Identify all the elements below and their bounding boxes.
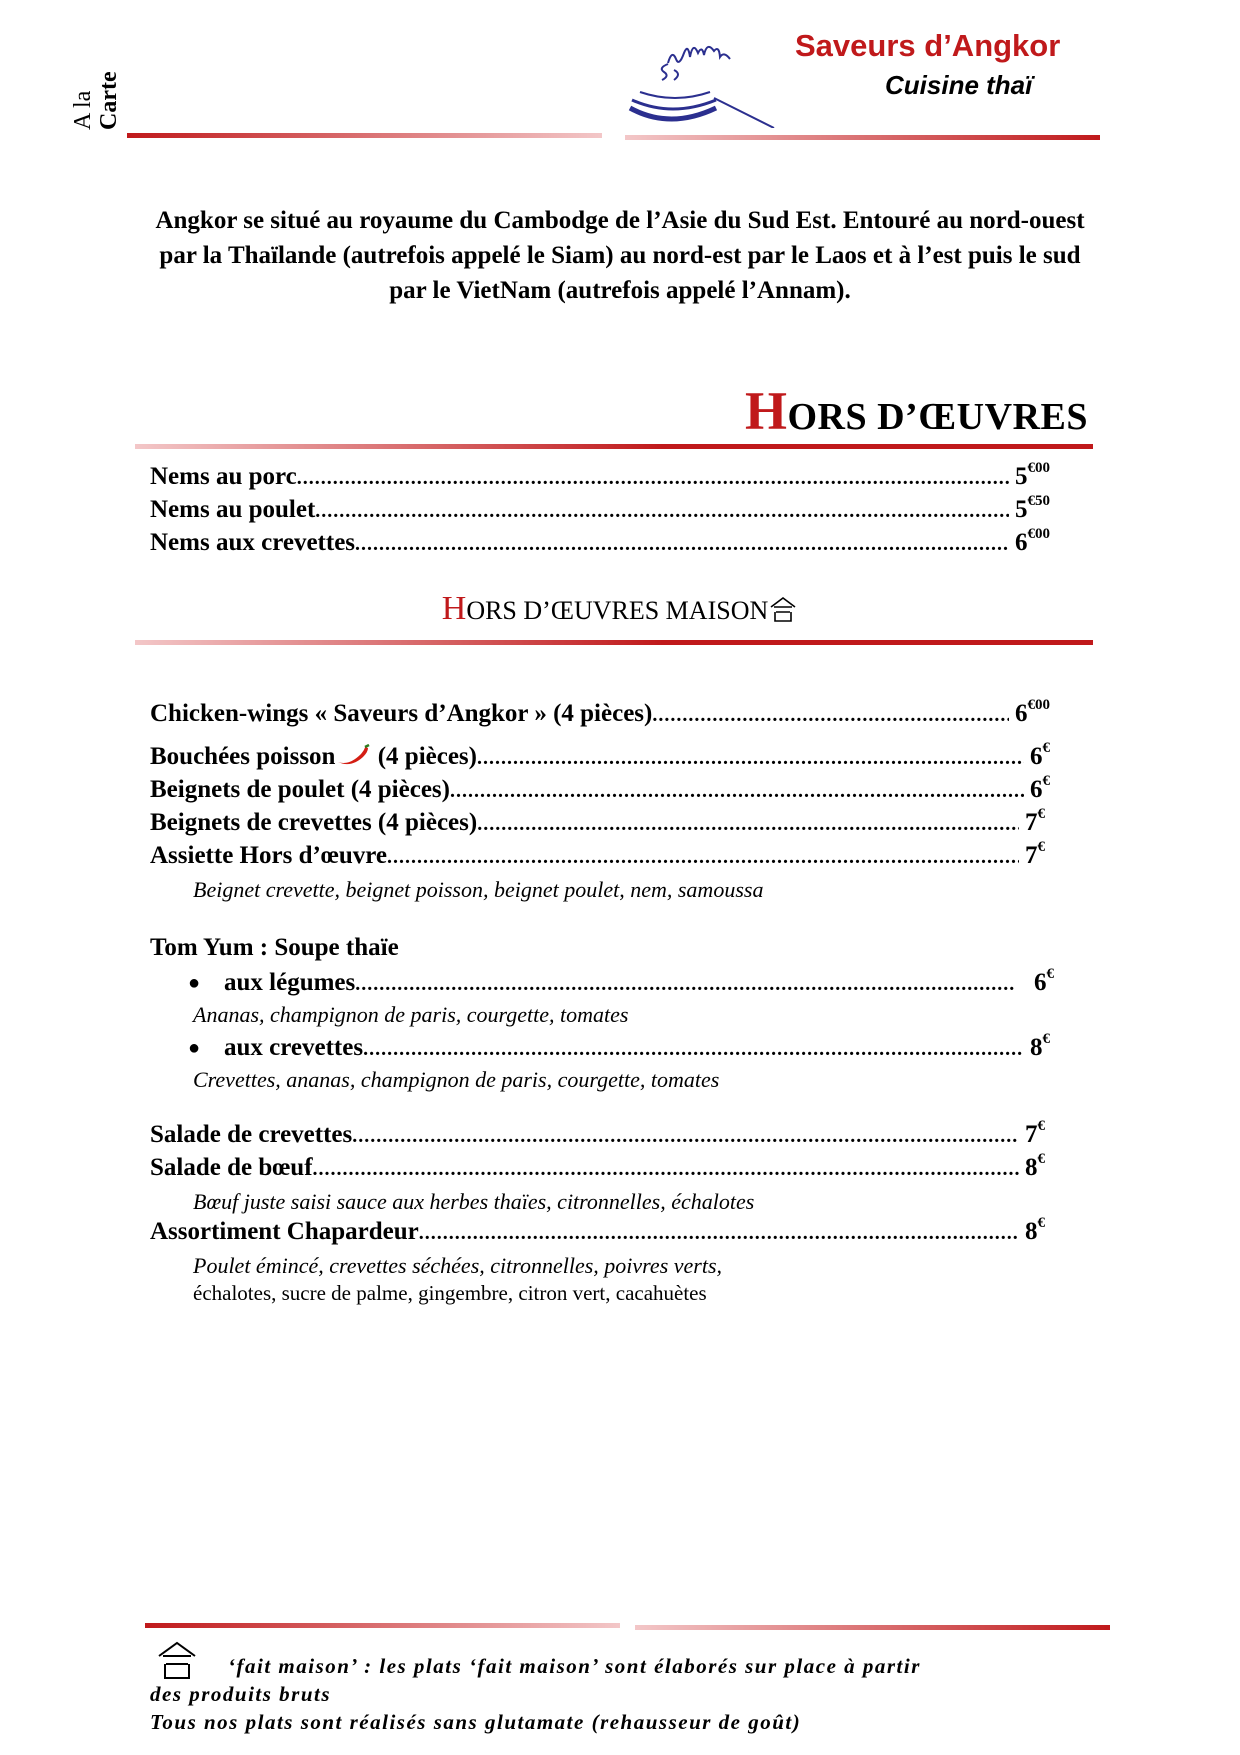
item-price: 7€ bbox=[1025, 1118, 1045, 1148]
item-price: $6^{€00}$ bbox=[1015, 526, 1050, 556]
bullet-dot: ● bbox=[188, 972, 201, 994]
leader-dots bbox=[477, 813, 1019, 836]
section-title-hors-doeuvres bbox=[745, 380, 1088, 442]
tomyum-title: Tom Yum : Soupe thaïe bbox=[150, 934, 399, 961]
side-label-line1: A la bbox=[70, 90, 96, 130]
item-price: 6€ bbox=[1034, 966, 1054, 996]
item-name: Nems au poulet bbox=[150, 496, 316, 523]
leader-dots bbox=[419, 1222, 1019, 1245]
item-price: $5^{€00}$ bbox=[1015, 460, 1050, 490]
item-price: 6€ bbox=[1030, 740, 1050, 770]
item-name: Chicken-wings « Saveurs d’Angkor » (4 pièces) bbox=[150, 700, 653, 727]
header-rule-left bbox=[127, 133, 602, 138]
item-description: Crevettes, ananas, champignon de paris, courgette, tomates bbox=[193, 1067, 720, 1092]
menu-item bbox=[150, 1151, 1045, 1182]
leader-dots bbox=[355, 973, 1014, 996]
menu-item bbox=[224, 1031, 1050, 1062]
item-price: 8€ bbox=[1025, 1215, 1045, 1245]
item-name: Assortiment Chapardeur bbox=[150, 1218, 419, 1245]
item-name: Nems au porc bbox=[150, 463, 297, 490]
leader-dots bbox=[450, 780, 1024, 803]
menu-item bbox=[150, 740, 1050, 771]
item-name: aux légumes bbox=[224, 969, 356, 996]
header-rule-right bbox=[625, 135, 1100, 140]
side-label bbox=[70, 50, 122, 130]
leader-dots bbox=[352, 1125, 1019, 1148]
menu-item bbox=[150, 460, 1050, 491]
item-price: $5^{€50}$ bbox=[1015, 493, 1050, 523]
item-price: 8€ bbox=[1025, 1151, 1045, 1181]
item-price: 7€ bbox=[1025, 806, 1045, 836]
section-sub-rest: ORS D’ŒUVRES MAISON bbox=[466, 596, 769, 625]
item-name: Nems aux crevettes bbox=[150, 529, 356, 556]
leader-dots bbox=[313, 1158, 1019, 1181]
section-title-cap: H bbox=[744, 381, 788, 441]
menu-item bbox=[150, 839, 1045, 870]
item-description: Bœuf juste saisi sauce aux herbes thaïes, citronnelles, échalotes bbox=[193, 1189, 755, 1214]
leader-dots bbox=[477, 747, 1024, 770]
item-name: Salade de crevettes bbox=[150, 1121, 353, 1148]
item-price: 8€ bbox=[1030, 1031, 1050, 1061]
footer-rule-right bbox=[635, 1625, 1110, 1630]
item-name: aux crevettes bbox=[224, 1034, 364, 1061]
side-label-line2: Carte bbox=[96, 71, 122, 130]
intro-paragraph: Angkor se situé au royaume du Cambodge de l’Asie du Sud Est. Entouré au nord-ouest par la Thaïlande (autrefois appelé le Siam) au nord-est par le Laos et à l’est puis le sud par le VietNam (autrefois appelé l’Annam). bbox=[155, 207, 1085, 304]
brand-subtitle: Cuisine thaï bbox=[885, 70, 1033, 100]
leader-dots bbox=[297, 467, 1009, 490]
item-name: Bouchées poisson (4 pièces) bbox=[150, 743, 477, 770]
menu-item bbox=[150, 1215, 1045, 1246]
menu-item bbox=[150, 773, 1050, 804]
brand-title: Saveurs d’Angkor bbox=[795, 28, 1061, 63]
footer-line2: des produits bruts bbox=[150, 1682, 332, 1706]
menu-item bbox=[150, 526, 1050, 557]
item-description: Beignet crevette, beignet poisson, beignet poulet, nem, samoussa bbox=[193, 877, 764, 902]
footer-line3: Tous nos plats sont réalisés sans glutamate (rehausseur de goût) bbox=[150, 1710, 802, 1734]
section-sub-cap: H bbox=[441, 590, 467, 627]
section-title-maison bbox=[0, 590, 1240, 628]
leader-dots bbox=[363, 1038, 1024, 1061]
item-description: Poulet émincé, crevettes séchées, citronnelles, poivres verts, bbox=[193, 1253, 723, 1278]
item-price: $6^{€00}$ bbox=[1015, 697, 1050, 727]
footer-rule-left bbox=[145, 1623, 620, 1628]
leader-dots bbox=[355, 533, 1009, 556]
menu-item bbox=[150, 806, 1045, 837]
footer-line1: ‘fait maison’ : les plats ‘fait maison’ sont élaborés sur place à partir bbox=[228, 1654, 921, 1678]
item-description: échalotes, sucre de palme, gingembre, citron vert, cacahuètes bbox=[193, 1281, 707, 1305]
section1-rule bbox=[135, 444, 1093, 449]
item-name: Beignets de crevettes (4 pièces) bbox=[150, 809, 478, 836]
steaming-bowl-logo bbox=[620, 18, 780, 128]
leader-dots bbox=[315, 500, 1009, 523]
section-title-rest: ORS D’ŒUVRES bbox=[787, 396, 1088, 438]
item-name: Assiette Hors d’œuvre bbox=[150, 842, 387, 869]
item-name: Beignets de poulet (4 pièces) bbox=[150, 776, 450, 803]
menu-item bbox=[150, 493, 1050, 524]
item-description: Ananas, champignon de paris, courgette, tomates bbox=[193, 1002, 629, 1027]
section2-rule bbox=[135, 640, 1093, 645]
house-icon bbox=[768, 595, 798, 623]
item-price: 7€ bbox=[1025, 839, 1045, 869]
leader-dots bbox=[652, 704, 1009, 727]
item-name: Salade de bœuf bbox=[150, 1154, 313, 1181]
chili-icon bbox=[335, 744, 371, 766]
menu-item bbox=[224, 966, 1054, 997]
bullet-dot: ● bbox=[188, 1037, 201, 1059]
menu-item bbox=[150, 1118, 1045, 1149]
menu-item bbox=[150, 697, 1050, 728]
leader-dots bbox=[387, 846, 1019, 869]
footer-note bbox=[150, 1652, 1070, 1736]
item-price: 6€ bbox=[1030, 773, 1050, 803]
